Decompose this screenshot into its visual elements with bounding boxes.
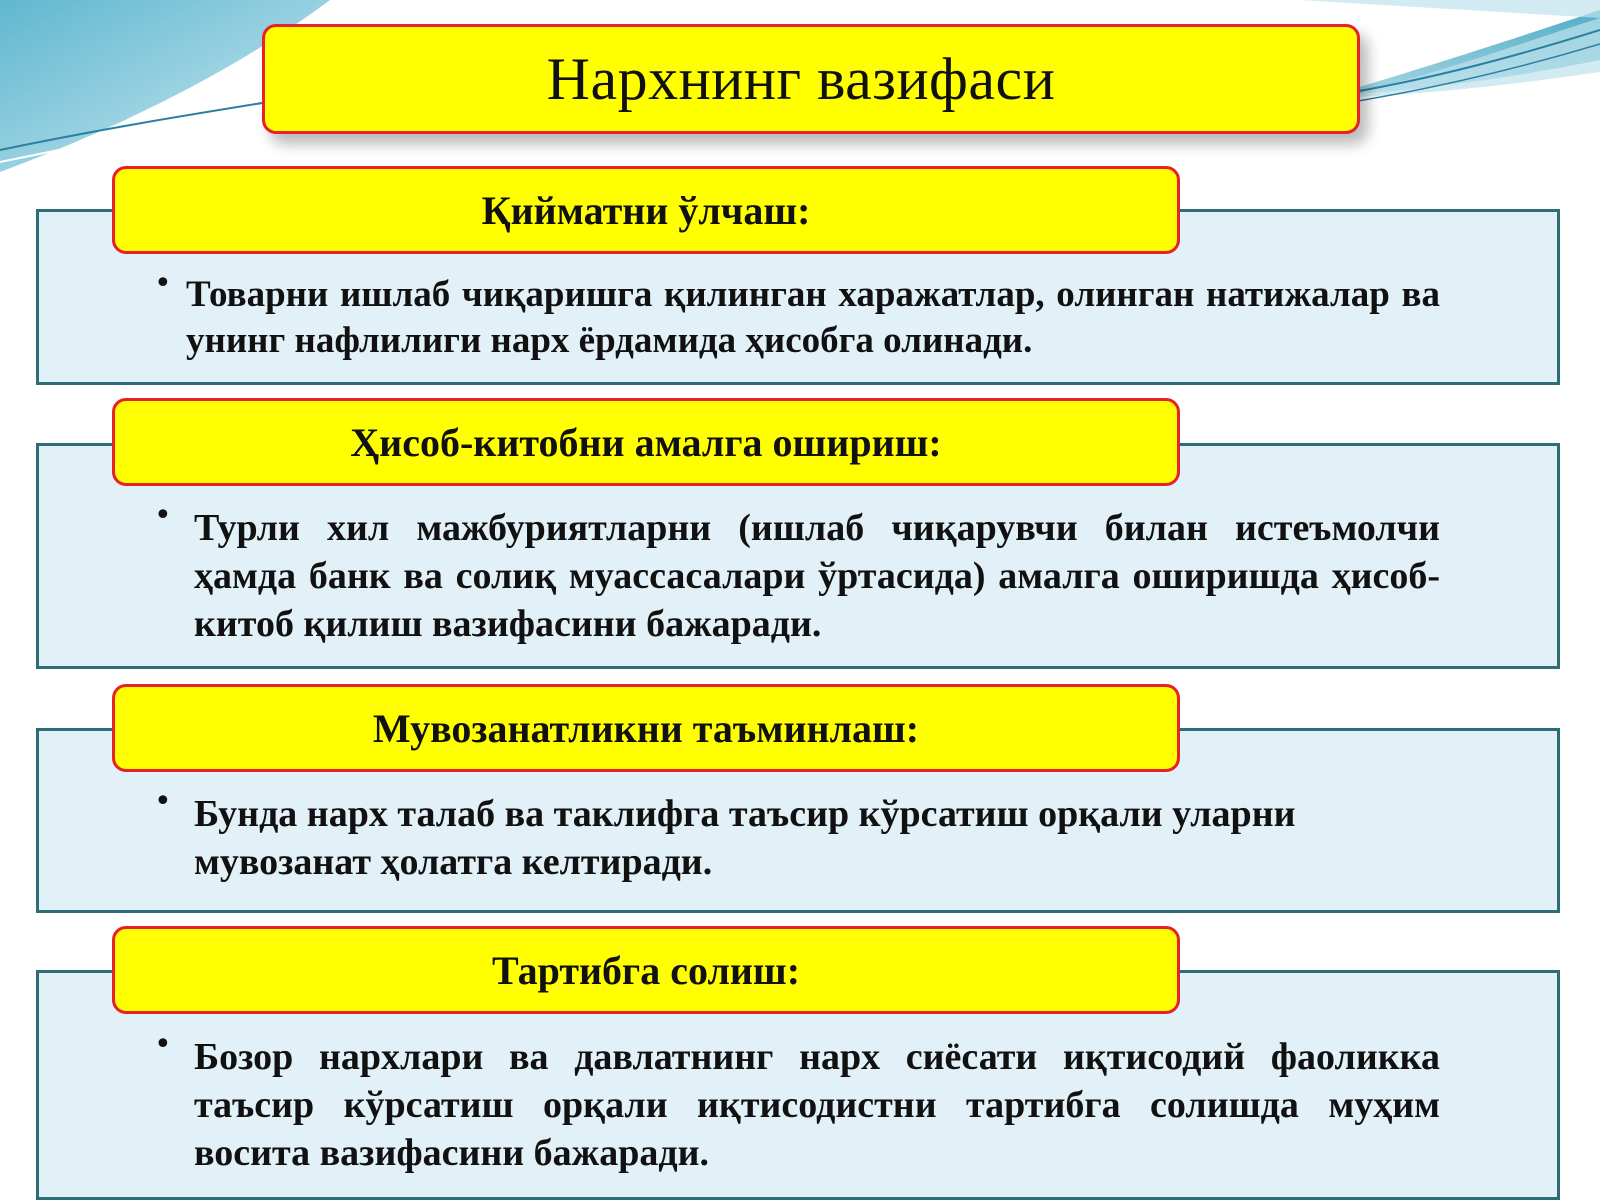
bullet-icon: • — [154, 266, 172, 301]
section-heading-3: Мувозанатликни таъминлаш: — [372, 705, 920, 751]
bullet-icon: • — [154, 784, 172, 819]
section-text-3: Бунда нарх талаб ва таклифга таъсир кўрсатиш орқали уларни мувозанат ҳолатга келтиради. — [194, 793, 1296, 883]
section-heading-1: Қийматни ўлчаш: — [481, 187, 811, 233]
section-text-2: Турли хил мажбуриятларни (ишлаб чиқарувчи билан истеъмолчи ҳамда банк ва солиқ муассасалари ўртасида) амалга оширишда ҳисоб-китоб қилиш вазифасини бажаради. — [194, 507, 1440, 645]
section-header-4 — [112, 926, 1180, 1014]
page-title: Нархнинг вазифаси — [546, 45, 1056, 112]
bullet-icon: • — [154, 498, 172, 533]
section-text-1: Товарни ишлаб чиқаришга қилинган харажатлар, олинган натижалар ва унинг нафлилиги нарх ёрдамида ҳисобга олинади. — [186, 274, 1440, 361]
section-heading-4: Тартибга солиш: — [491, 947, 801, 993]
section-heading-2: Ҳисоб-китобни амалга ошириш: — [350, 419, 942, 465]
section-header-3 — [112, 684, 1180, 772]
section-text-4: Бозор нархлари ва давлатнинг нарх сиёсати иқтисодий фаоликка таъсир кўрсатиш орқали иқтисодистни тартибга солишда муҳим восита вазифасини бажаради. — [194, 1036, 1440, 1174]
bullet-icon: • — [154, 1027, 172, 1062]
